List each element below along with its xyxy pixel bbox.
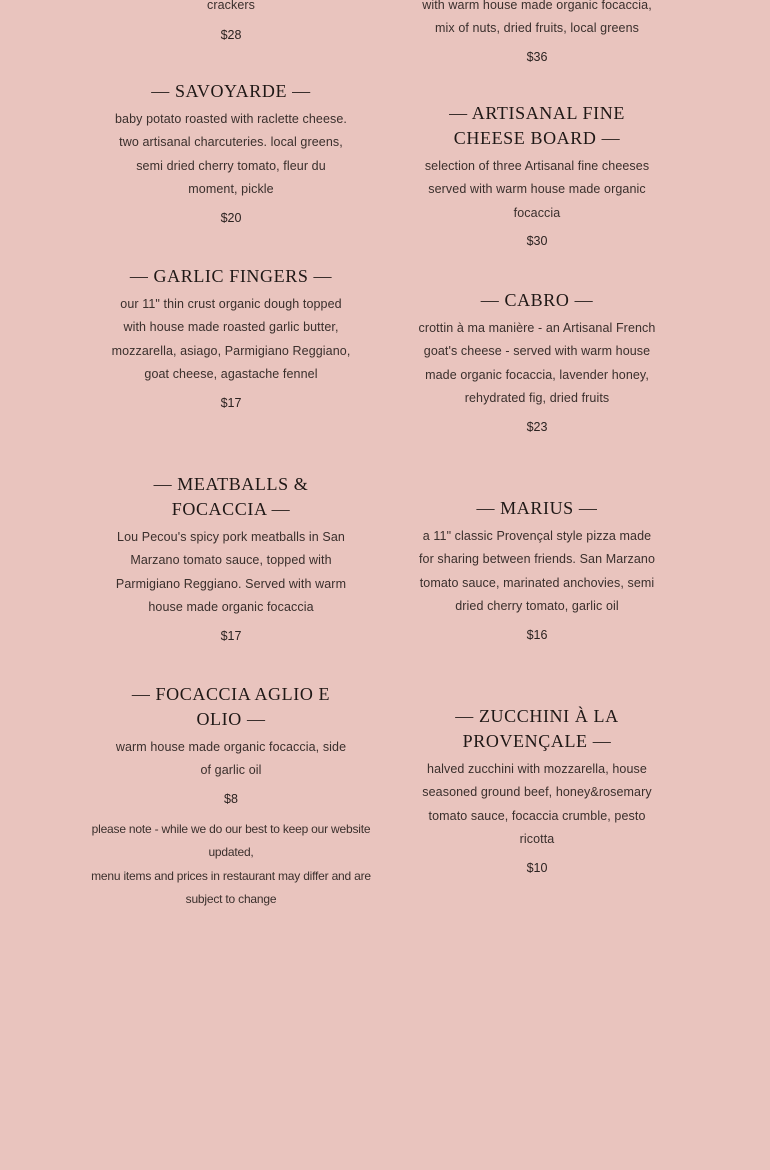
item-title: — MARIUS — xyxy=(476,498,598,518)
note-line: menu items and prices in restaurant may differ and are subject to change xyxy=(91,868,371,907)
menu-item-marius xyxy=(417,496,657,643)
menu-item-fragment xyxy=(86,0,376,43)
item-price: $17 xyxy=(220,628,242,643)
note-line: please note - while we do our best to keep our website updated, xyxy=(91,822,371,860)
item-title-line1: — FOCACCIA AGLIO E xyxy=(131,684,331,704)
item-description: Lou Pecou's spicy pork meatballs in San Marzano tomato sauce, topped with Parmigiano Reggiano. Served with warm house made organic focaccia xyxy=(115,530,347,615)
item-price: $36 xyxy=(526,49,548,64)
menu-item-meatballs-focaccia xyxy=(86,472,376,644)
item-description: crackers xyxy=(206,0,256,12)
menu-item-savoyarde xyxy=(86,79,376,226)
item-price: $8 xyxy=(224,791,238,806)
item-price: $20 xyxy=(220,210,242,225)
item-description: crottin à ma manière - an Artisanal French goat's cheese - served with warm house made organic focaccia, lavender honey, rehydrated fig, dried fruits xyxy=(418,321,656,406)
item-price: $23 xyxy=(526,419,548,434)
menu-item-artisanal-cheese-board xyxy=(417,101,657,249)
menu-item-garlic-fingers xyxy=(86,264,376,411)
item-description: halved zucchini with mozzarella, house seasoned ground beef, honey&rosemary tomato sauce, focaccia crumble, pesto ricotta xyxy=(422,762,652,847)
item-title-line2: CHEESE BOARD — xyxy=(453,128,621,148)
item-description: baby potato roasted with raclette cheese. two artisanal charcuteries. local greens, semi dried cherry tomato, fleur du moment, pickle xyxy=(114,112,348,197)
item-price: $17 xyxy=(220,395,242,410)
item-title: — SAVOYARDE — xyxy=(151,81,311,101)
item-price: $30 xyxy=(526,234,548,249)
item-title-line1: — MEATBALLS & xyxy=(153,474,309,494)
menu-item-focaccia-aglio-olio xyxy=(86,682,376,807)
menu-item-fragment xyxy=(417,0,657,65)
item-description-line: mix of nuts, dried fruits, local greens xyxy=(435,21,639,36)
item-title-line2: OLIO — xyxy=(196,709,266,729)
item-title-line2: FOCACCIA — xyxy=(171,499,291,519)
item-description: a 11" classic Provençal style pizza made for sharing between friends. San Marzano tomato sauce, marinated anchovies, semi dried cherry tomato, garlic oil xyxy=(418,529,656,614)
item-title-line2: PROVENÇALE — xyxy=(462,731,612,751)
menu-column-right xyxy=(417,0,657,900)
item-description: selection of three Artisanal fine cheeses served with warm house made organic focaccia xyxy=(424,159,650,220)
item-title: — CABRO — xyxy=(480,290,594,310)
item-description: our 11" thin crust organic dough topped with house made roasted garlic butter, mozzarella, asiago, Parmigiano Reggiano, goat cheese, agastache fennel xyxy=(111,297,351,382)
item-title-line1: — ZUCCHINI À LA xyxy=(455,706,619,726)
menu-item-cabro xyxy=(417,288,657,435)
item-description: warm house made organic focaccia, side of garlic oil xyxy=(115,740,347,778)
menu-column-left xyxy=(86,0,376,920)
item-price: $28 xyxy=(220,28,242,43)
menu-item-zucchini-provencale xyxy=(417,704,657,876)
disclaimer-note xyxy=(86,818,376,912)
item-description-line: with warm house made organic focaccia, xyxy=(422,0,652,12)
item-title: — GARLIC FINGERS — xyxy=(129,266,333,286)
item-title-line1: — ARTISANAL FINE xyxy=(449,103,625,123)
item-price: $10 xyxy=(526,860,548,875)
item-price: $16 xyxy=(526,627,548,642)
